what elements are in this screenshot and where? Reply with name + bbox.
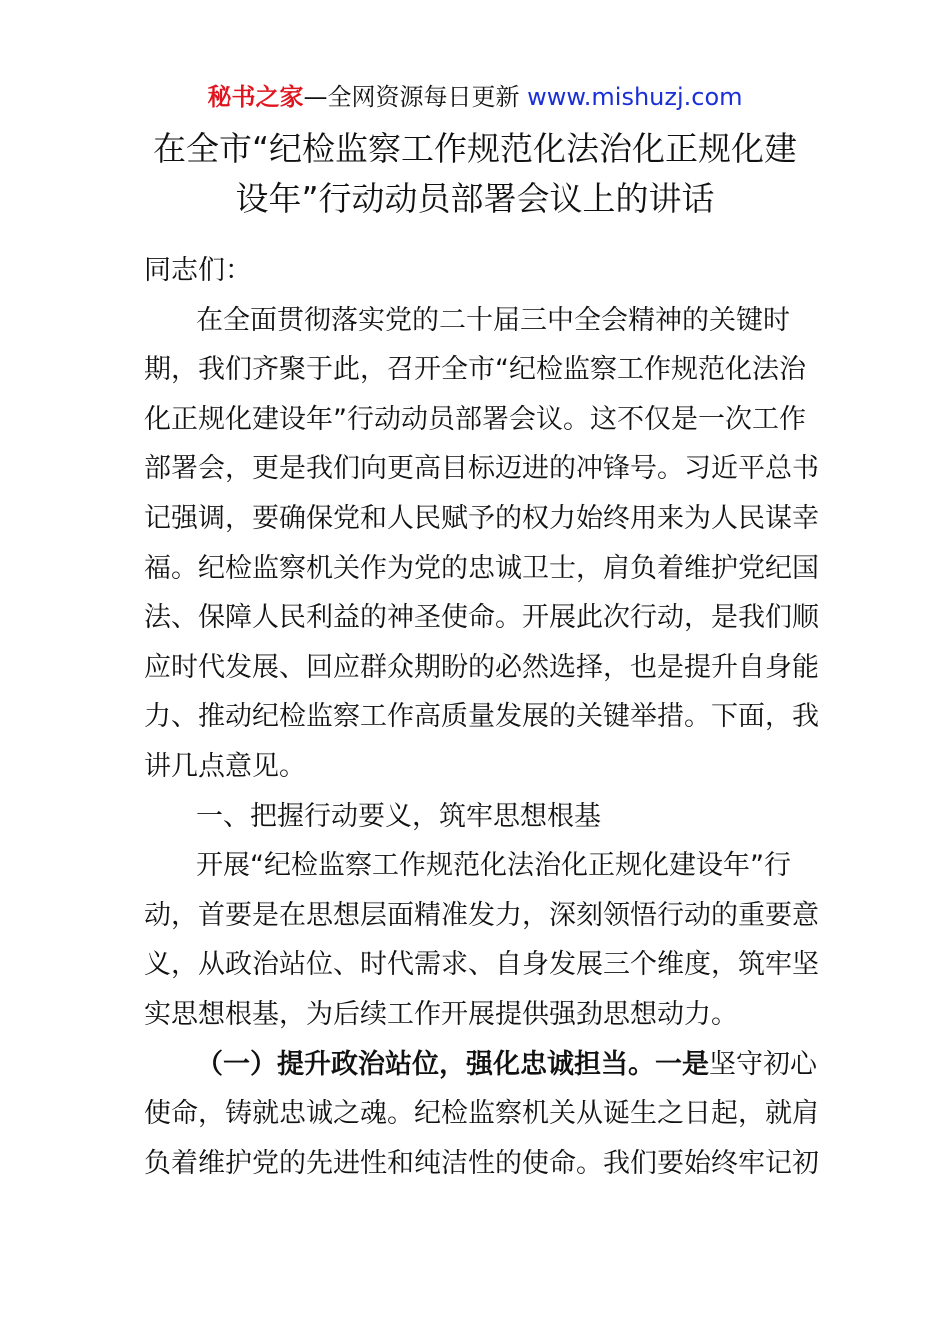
paragraph-line: 开展“纪检监察工作规范化法治化正规化建设年”行 [196, 850, 791, 882]
greeting: 同志们： [144, 255, 252, 286]
subsection-heading: （一）提升政治站位，强化忠诚担当。一是 [196, 1048, 709, 1080]
paragraph-intro [144, 296, 819, 792]
paragraph-section1 [144, 841, 819, 1039]
paragraph-line: 记强调，要确保党和人民赋予的权力始终用来为人民谋幸 [144, 502, 819, 534]
paragraph-line: 实思想根基，为后续工作开展提供强劲思想动力。 [144, 998, 738, 1030]
paragraph-line: 部署会，更是我们向更高目标迈进的冲锋号。习近平总书 [144, 453, 819, 485]
paragraph-line: 义，从政治站位、时代需求、自身发展三个维度，筑牢坚 [144, 949, 819, 981]
paragraph-line: 力、推动纪检监察工作高质量发展的关键举措。下面，我 [144, 701, 819, 733]
paragraph-line: 化正规化建设年”行动动员部署会议。这不仅是一次工作 [144, 403, 806, 435]
paragraph-line: 福。纪检监察机关作为党的忠诚卫士，肩负着维护党纪国 [144, 552, 819, 584]
title-line-2: 设年”行动动员部署会议上的讲话 [235, 179, 715, 218]
title-line-1: 在全市“纪检监察工作规范化法治化正规化建 [152, 129, 798, 168]
paragraph-line: 讲几点意见。 [144, 750, 306, 782]
paragraph-line: 动，首要是在思想层面精准发力，深刻领悟行动的重要意 [144, 899, 819, 931]
header-tagline: —全网资源每日更新 [303, 83, 528, 111]
paragraph-line: 负着维护党的先进性和纯洁性的使命。我们要始终牢记初 [144, 1147, 819, 1179]
section-heading: 一、把握行动要义，筑牢思想根基 [196, 800, 601, 832]
paragraph-line [144, 1040, 817, 1090]
paragraph-line: 期，我们齐聚于此，召开全市“纪检监察工作规范化法治 [144, 354, 806, 386]
document-body [144, 246, 819, 1188]
site-url-link[interactable]: www.mishuzj.com [527, 83, 743, 111]
paragraph-line: 应时代发展、回应群众期盼的必然选择，也是提升自身能 [144, 651, 819, 683]
paragraph-line: 法、保障人民利益的神圣使命。开展此次行动，是我们顺 [144, 602, 819, 634]
document-title [120, 124, 830, 224]
paragraph-subsection1 [144, 1040, 819, 1189]
brand-name: 秘书之家 [207, 83, 304, 111]
paragraph-text: 坚守初心 [709, 1048, 817, 1080]
paragraph-line: 在全面贯彻落实党的二十届三中全会精神的关键时 [196, 304, 790, 336]
paragraph-line: 使命，铸就忠诚之魂。纪检监察机关从诞生之日起，就肩 [144, 1098, 819, 1130]
site-header [0, 80, 950, 114]
